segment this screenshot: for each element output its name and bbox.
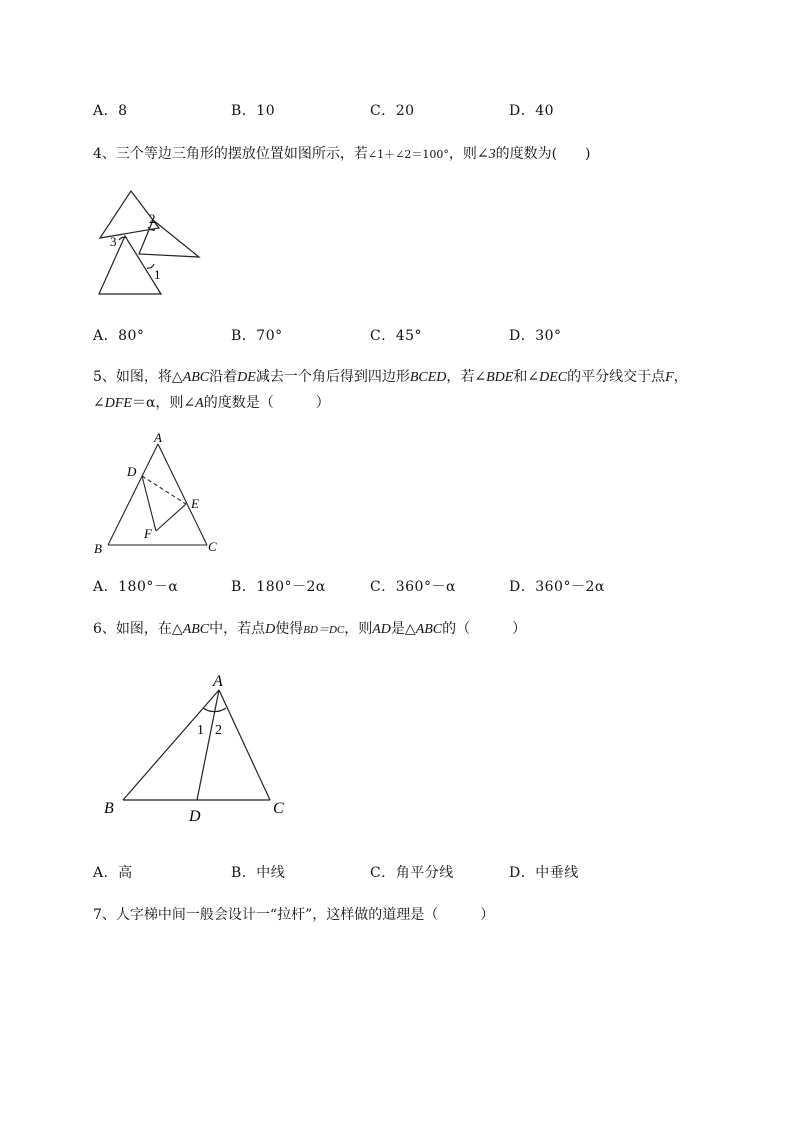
q5-label-b: B — [94, 541, 102, 556]
q6-option-a: A．高 — [93, 865, 133, 881]
q4-triangle-bottom — [99, 236, 161, 294]
q6-side-ab — [123, 690, 219, 800]
q4-label-1: 1 — [154, 267, 161, 282]
q5-bisector-ef — [156, 504, 186, 531]
q4-angle1-arc — [147, 264, 154, 268]
q4-option-a: A．80° — [93, 328, 145, 344]
q3-option-d: D．40 — [509, 103, 555, 119]
q5-figure — [90, 428, 230, 558]
q3-option-b: B．10 — [231, 103, 276, 119]
q6-label-c: C — [273, 800, 284, 817]
q6-label-b: B — [104, 800, 114, 817]
q6-option-c: C．角平分线 — [370, 865, 454, 881]
q6-label-a: A — [213, 673, 223, 690]
q5-label-c: C — [208, 539, 217, 554]
q5-label-d: D — [127, 464, 137, 479]
q5-stem-line2: ∠DFE＝α，则∠A的度数是（ ） — [93, 395, 330, 411]
q4-option-d: D．30° — [509, 328, 562, 344]
q5-label-f: F — [144, 526, 152, 541]
q6-option-b: B．中线 — [231, 865, 286, 881]
q4-option-c: C．45° — [370, 328, 423, 344]
q4-label-2: 2 — [149, 211, 156, 226]
q7-stem: 7、人字梯中间一般会设计一“拉杆”，这样做的道理是（ ） — [93, 907, 495, 923]
q5-label-a: A — [154, 430, 162, 445]
q5-bisector-df — [142, 476, 156, 531]
q6-side-ac — [219, 690, 270, 800]
q6-figure — [100, 668, 300, 828]
q5-label-e: E — [191, 496, 199, 511]
q6-segment-ad — [197, 690, 219, 800]
q6-option-d: D．中垂线 — [509, 865, 579, 881]
q4-triangle-right — [139, 220, 199, 257]
q3-option-a: A．8 — [93, 103, 128, 119]
q3-option-c: C．20 — [370, 103, 415, 119]
q4-figure — [95, 188, 235, 300]
q4-option-b: B．70° — [231, 328, 283, 344]
q5-stem-line1: 5、如图，将△ABC沿着DE减去一个角后得到四边形BCED，若∠BDE和∠DEC的平分线交于点F， — [93, 369, 688, 385]
q5-option-b: B．180°－2α — [231, 579, 326, 595]
q6-label-1: 1 — [197, 723, 204, 738]
q6-stem: 6、如图，在△ABC中，若点D使得BD＝DC，则AD是△ABC的（ ） — [93, 621, 527, 637]
q4-stem: 4、三个等边三角形的摆放位置如图所示，若∠1＋∠2＝100°，则∠3的度数为( ) — [93, 146, 591, 162]
q5-option-c: C．360°－α — [370, 579, 456, 595]
q5-option-d: D．360°－2α — [509, 579, 605, 595]
q5-option-a: A．180°－α — [93, 579, 179, 595]
q6-label-d: D — [189, 808, 201, 825]
q4-label-3: 3 — [110, 234, 117, 249]
q5-side-ac — [158, 444, 207, 545]
q6-label-2: 2 — [215, 723, 222, 738]
